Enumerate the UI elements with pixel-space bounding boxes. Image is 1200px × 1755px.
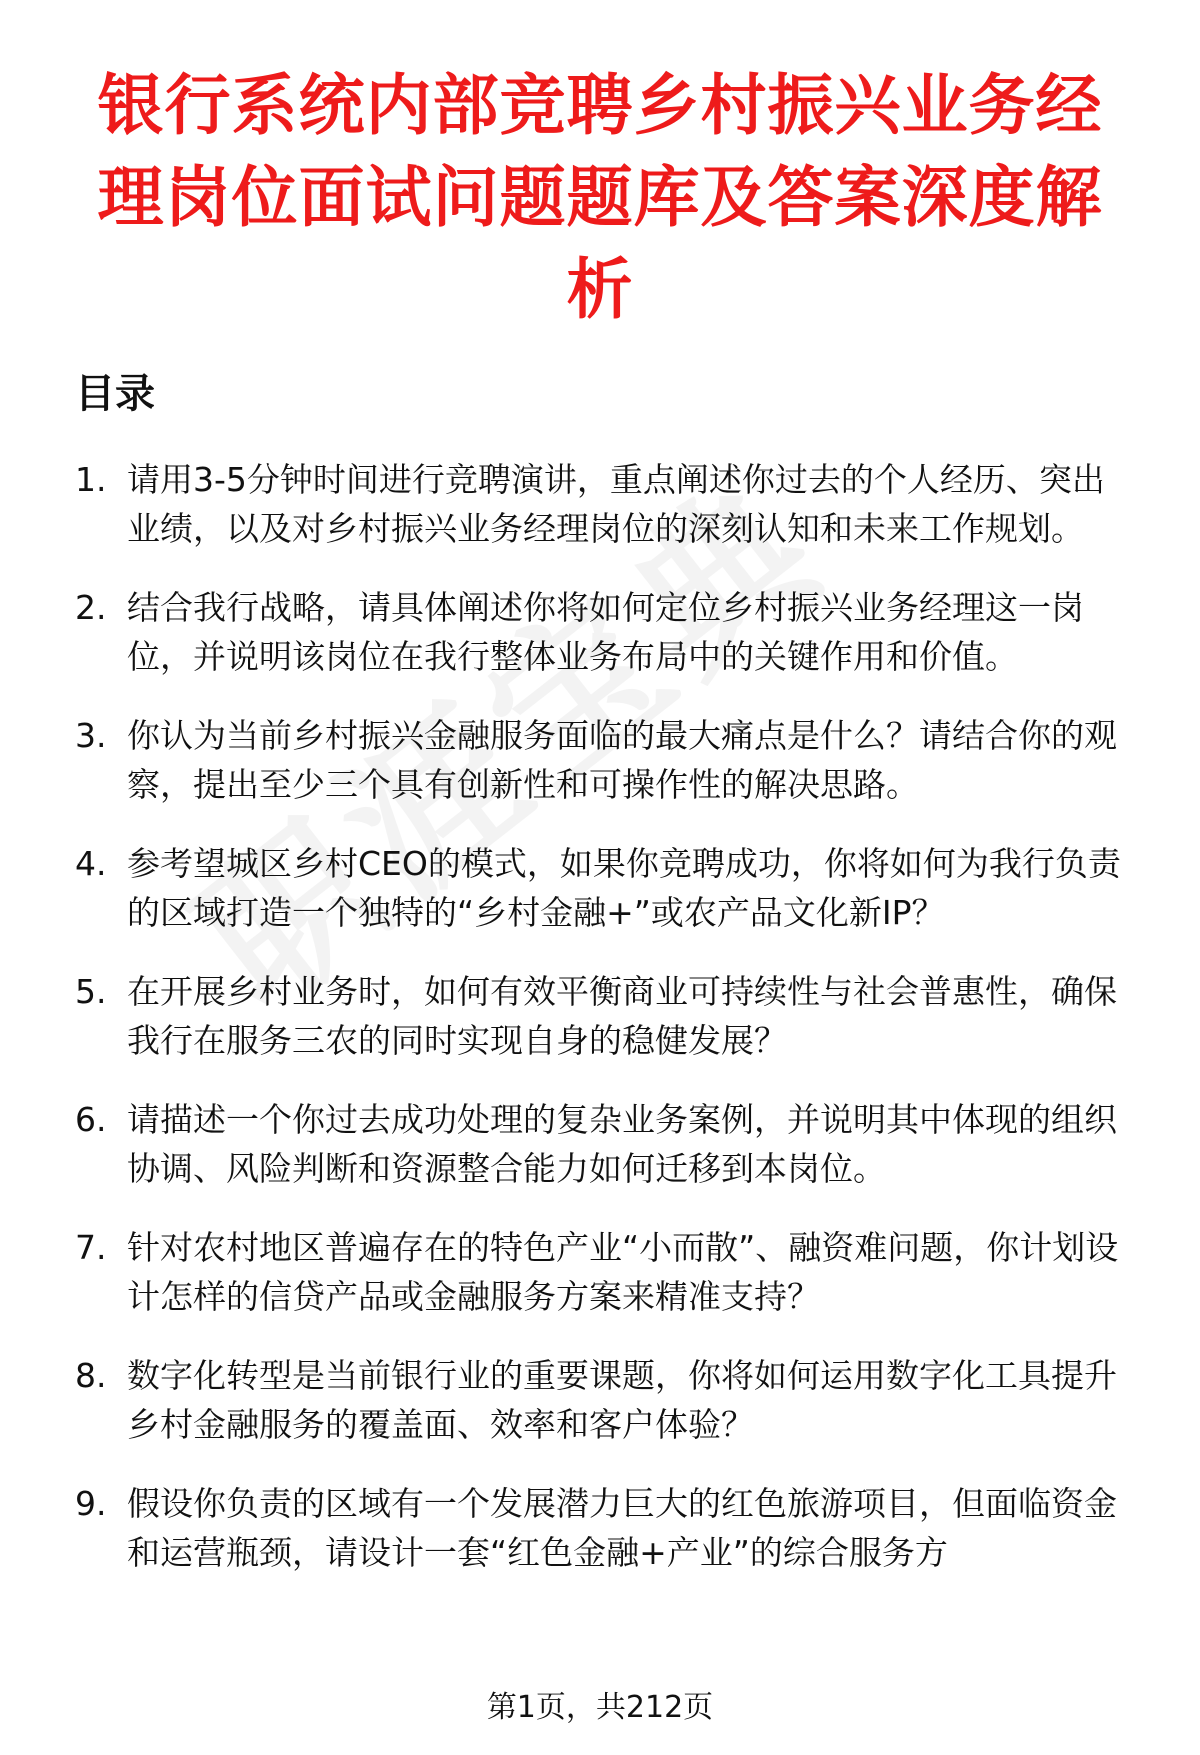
toc-item-number: 8. (75, 1356, 107, 1395)
toc-item-number: 7. (75, 1228, 107, 1267)
toc-item-text: 参考望城区乡村CEO的模式，如果你竞聘成功，你将如何为我行负责的区域打造一个独特的“乡村金融+”或农产品文化新IP？ (127, 844, 1121, 932)
toc-item-number: 6. (75, 1100, 107, 1139)
toc-item-text: 你认为当前乡村振兴金融服务面临的最大痛点是什么？请结合你的观察，提出至少三个具有创新性和可操作性的解决思路。 (127, 716, 1117, 804)
toc-item-6[interactable] (75, 1095, 1135, 1193)
toc-item-1[interactable] (75, 455, 1135, 553)
toc-item-7[interactable] (75, 1223, 1135, 1321)
toc-item-text: 数字化转型是当前银行业的重要课题，你将如何运用数字化工具提升乡村金融服务的覆盖面、效率和客户体验？ (127, 1356, 1117, 1444)
document-title: 银行系统内部竞聘乡村振兴业务经理岗位面试问题题库及答案深度解析 (97, 67, 1103, 328)
toc-item-text: 假设你负责的区域有一个发展潜力巨大的红色旅游项目，但面临资金和运营瓶颈，请设计一套“红色金融+产业”的综合服务方 (127, 1484, 1117, 1572)
toc-item-3[interactable] (75, 711, 1135, 809)
toc-item-number: 1. (75, 460, 107, 499)
toc-item-text: 结合我行战略，请具体阐述你将如何定位乡村振兴业务经理这一岗位，并说明该岗位在我行整体业务布局中的关键作用和价值。 (127, 588, 1084, 676)
toc-item-number: 3. (75, 716, 107, 755)
toc-item-text: 请描述一个你过去成功处理的复杂业务案例，并说明其中体现的组织协调、风险判断和资源整合能力如何迁移到本岗位。 (127, 1100, 1117, 1188)
toc-item-number: 4. (75, 844, 107, 883)
toc-item-number: 9. (75, 1484, 107, 1523)
toc-item-text: 针对农村地区普遍存在的特色产业“小而散”、融资难问题，你计划设计怎样的信贷产品或金融服务方案来精准支持？ (127, 1228, 1119, 1316)
page-number: 第1页，共212页 (486, 1690, 714, 1725)
toc-item-8[interactable] (75, 1351, 1135, 1449)
toc-list (75, 455, 1135, 1607)
toc-item-text: 在开展乡村业务时，如何有效平衡商业可持续性与社会普惠性，确保我行在服务三农的同时实现自身的稳健发展？ (127, 972, 1117, 1060)
toc-item-9[interactable] (75, 1479, 1135, 1577)
toc-item-number: 2. (75, 588, 107, 627)
toc-item-2[interactable] (75, 583, 1135, 681)
toc-heading: 目录 (75, 371, 155, 417)
toc-item-5[interactable] (75, 967, 1135, 1065)
toc-item-number: 5. (75, 972, 107, 1011)
toc-item-text: 请用3-5分钟时间进行竞聘演讲，重点阐述你过去的个人经历、突出业绩，以及对乡村振兴业务经理岗位的深刻认知和未来工作规划。 (127, 460, 1105, 548)
toc-item-4[interactable] (75, 839, 1135, 937)
